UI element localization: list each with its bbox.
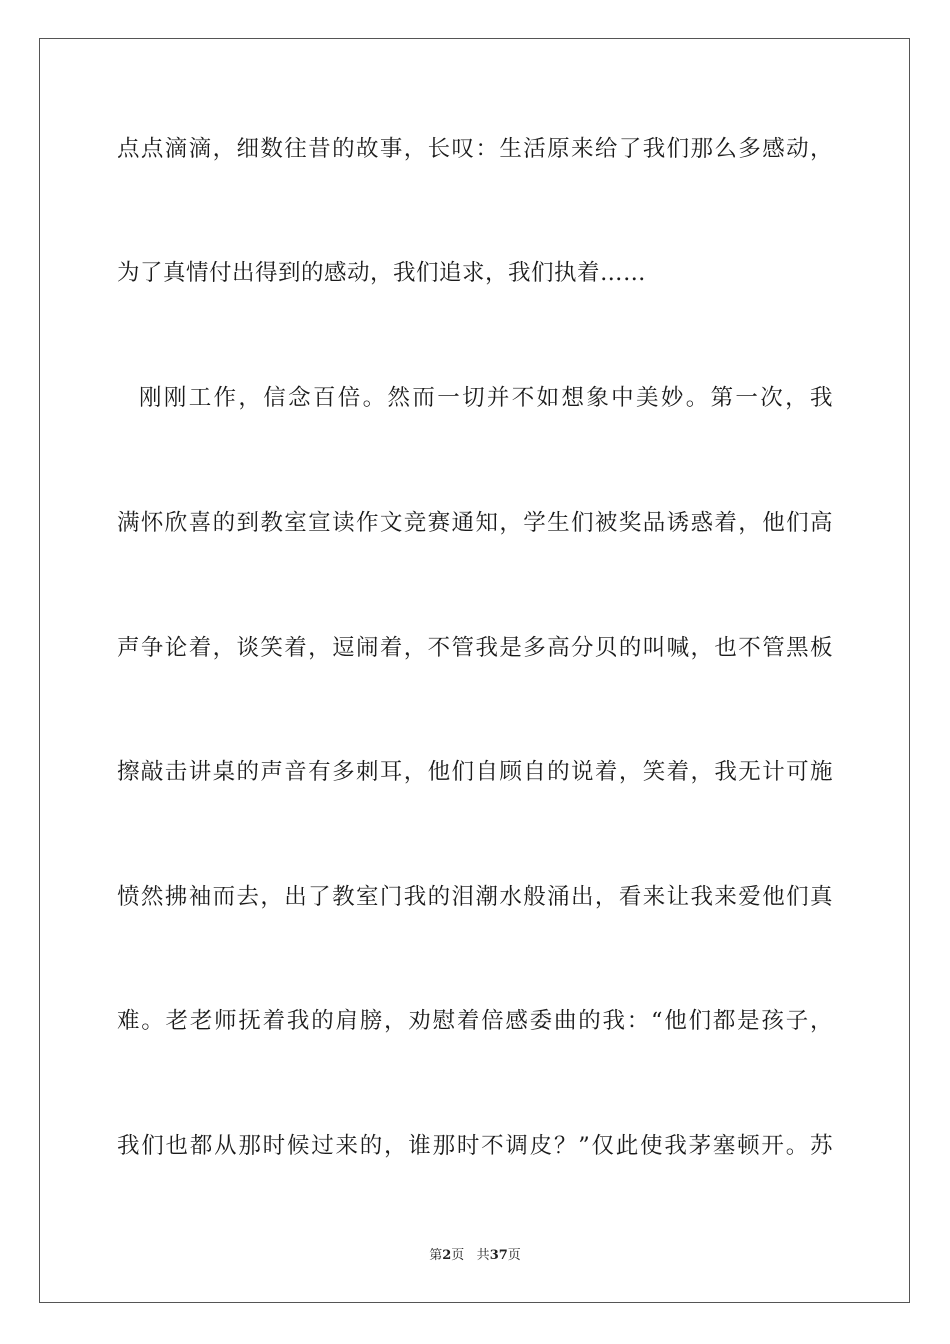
body-line-2: 为了真情付出得到的感动，我们追求，我们执着…… — [117, 260, 647, 286]
page-border — [39, 38, 910, 1303]
body-line-6: 擦敲击讲桌的声音有多刺耳，他们自顾自的说着，笑着，我无计可施 — [117, 759, 833, 785]
page-footer — [0, 1247, 950, 1265]
body-line-9: 我们也都从那时候过来的，谁那时不调皮？”仅此使我茅塞顿开。苏 — [117, 1133, 833, 1159]
body-line-3: 刚刚工作，信念百倍。然而一切并不如想象中美妙。第一次，我 — [139, 385, 833, 411]
footer-page-number: 2 — [442, 1248, 452, 1263]
body-line-5: 声争论着，谈笑着，逗闹着，不管我是多高分贝的叫喊，也不管黑板 — [117, 635, 833, 661]
footer-total-suffix: 页 — [507, 1248, 521, 1263]
body-line-7: 愤然拂袖而去，出了教室门我的泪潮水般涌出，看来让我来爱他们真 — [117, 884, 833, 910]
footer-total-pages: 37 — [489, 1248, 508, 1263]
footer-total-prefix: 共 — [476, 1248, 490, 1263]
body-line-1: 点点滴滴，细数往昔的故事，长叹：生活原来给了我们那么多感动， — [117, 136, 833, 162]
footer-page-prefix: 第 — [429, 1248, 443, 1263]
footer-page-suffix: 页 — [451, 1248, 465, 1263]
body-line-4: 满怀欣喜的到教室宣读作文竞赛通知，学生们被奖品诱惑着，他们高 — [117, 510, 833, 536]
body-line-8: 难。老老师抚着我的肩膀，劝慰着倍感委曲的我：“他们都是孩子， — [117, 1008, 833, 1034]
